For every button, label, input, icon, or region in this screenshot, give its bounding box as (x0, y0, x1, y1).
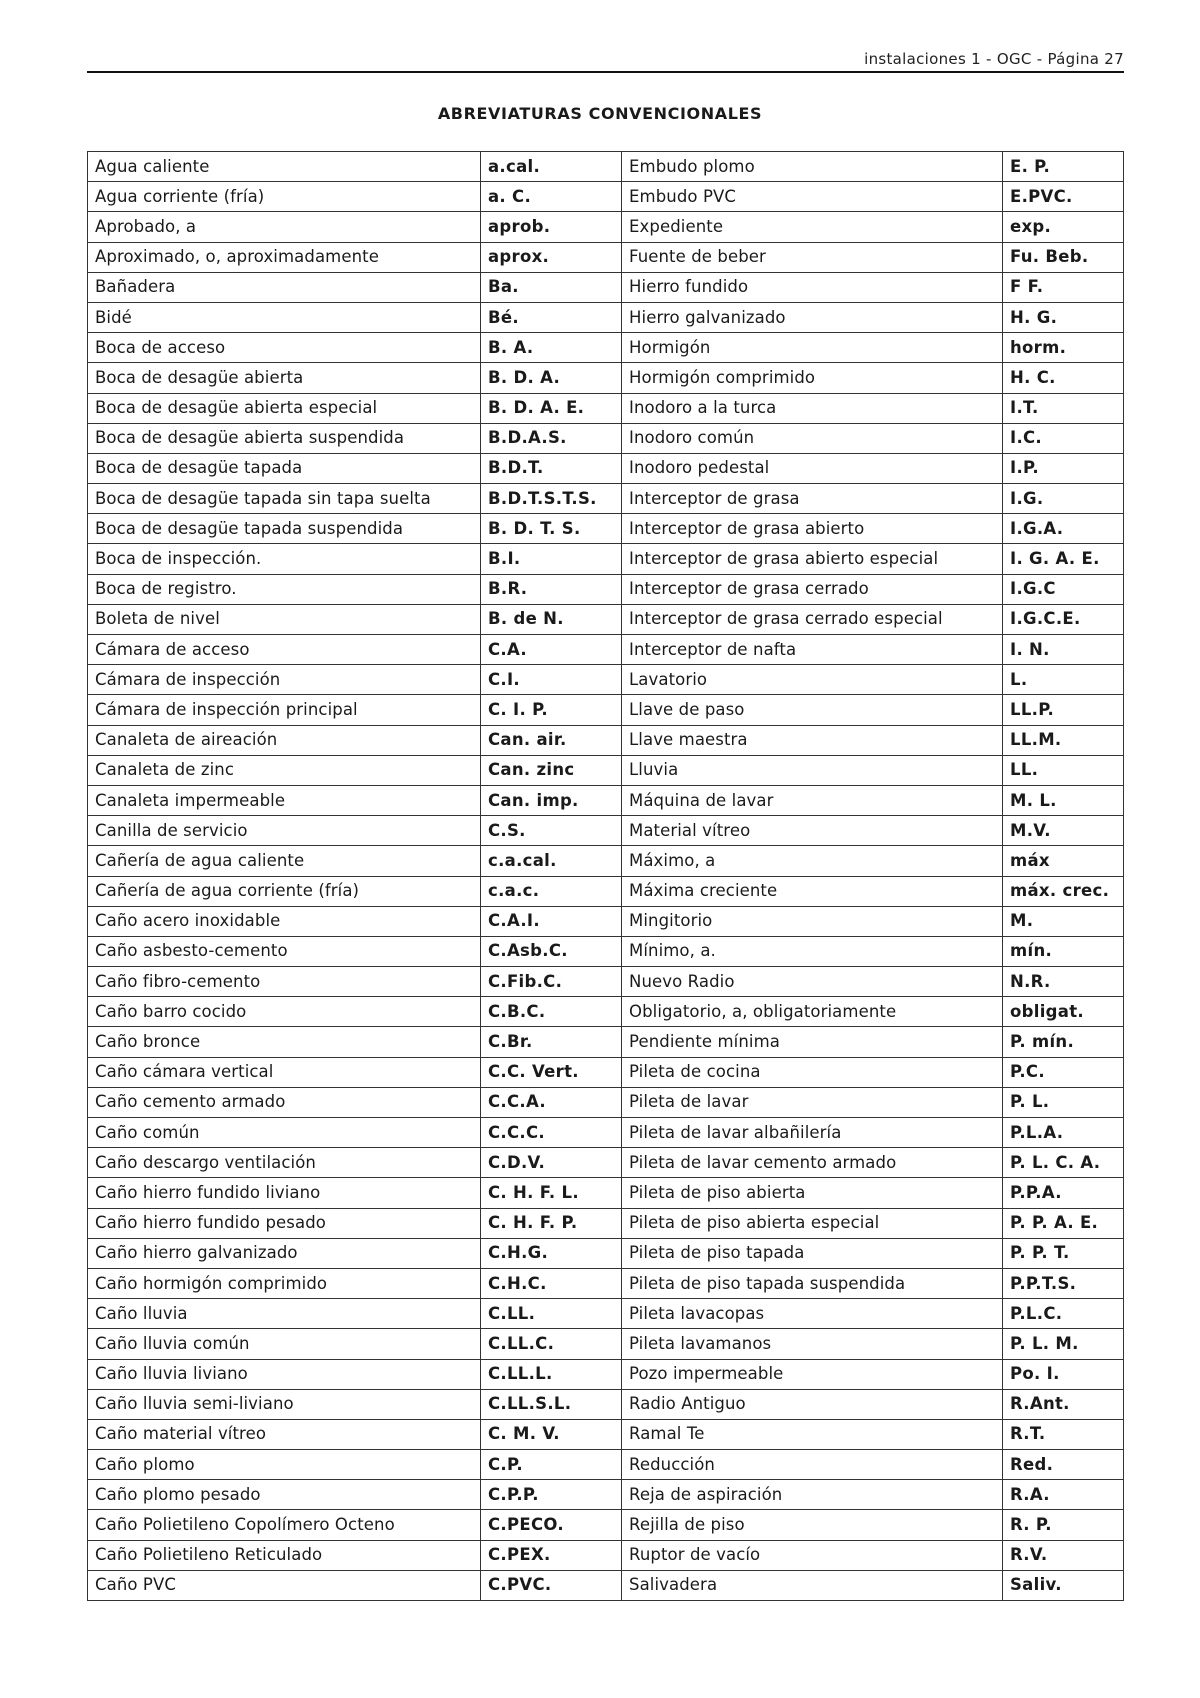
abbreviation-cell: C.P.P. (481, 1480, 622, 1510)
abbreviation-cell: C.A.I. (481, 906, 622, 936)
term-cell: Ramal Te (622, 1419, 1003, 1449)
term-cell: Caño Polietileno Reticulado (88, 1540, 481, 1570)
term-cell: Reducción (622, 1450, 1003, 1480)
term-cell: Canaleta de aireación (88, 725, 481, 755)
term-cell: Máximo, a (622, 846, 1003, 876)
abbreviation-cell: L. (1003, 665, 1124, 695)
abbreviation-cell: E. P. (1003, 152, 1124, 182)
abbreviation-cell: P.L.A. (1003, 1118, 1124, 1148)
table-row (88, 1570, 1124, 1600)
abbreviation-cell: C.LL. (481, 1299, 622, 1329)
term-cell: Pileta de lavar albañilería (622, 1118, 1003, 1148)
abbreviation-cell: I.G. (1003, 484, 1124, 514)
table-row (88, 1208, 1124, 1238)
abbreviation-cell: P. L. C. A. (1003, 1148, 1124, 1178)
abbreviation-cell: C. M. V. (481, 1419, 622, 1449)
term-cell: Boca de desagüe abierta especial (88, 393, 481, 423)
term-cell: Interceptor de grasa cerrado (622, 574, 1003, 604)
term-cell: Boca de acceso (88, 333, 481, 363)
abbreviation-cell: H. G. (1003, 302, 1124, 332)
term-cell: Ruptor de vacío (622, 1540, 1003, 1570)
table-row (88, 1299, 1124, 1329)
term-cell: Caño asbesto-cemento (88, 936, 481, 966)
abbreviation-cell: LL.M. (1003, 725, 1124, 755)
abbreviation-cell: C.H.C. (481, 1268, 622, 1298)
term-cell: Caño hierro fundido pesado (88, 1208, 481, 1238)
abbreviation-cell: C.S. (481, 816, 622, 846)
term-cell: Boca de inspección. (88, 544, 481, 574)
abbreviation-cell: Red. (1003, 1450, 1124, 1480)
term-cell: Caño hierro fundido liviano (88, 1178, 481, 1208)
term-cell: Caño plomo (88, 1450, 481, 1480)
term-cell: Boca de desagüe abierta suspendida (88, 423, 481, 453)
table-row (88, 574, 1124, 604)
abbreviation-cell: C. I. P. (481, 695, 622, 725)
abbreviation-cell: P. L. (1003, 1087, 1124, 1117)
table-row (88, 544, 1124, 574)
abbreviation-cell: aprob. (481, 212, 622, 242)
table-row (88, 1087, 1124, 1117)
term-cell: Hierro galvanizado (622, 302, 1003, 332)
abbreviation-cell: a.cal. (481, 152, 622, 182)
table-row (88, 484, 1124, 514)
abbreviation-cell: R.A. (1003, 1480, 1124, 1510)
abbreviation-cell: P.C. (1003, 1057, 1124, 1087)
table-row (88, 1540, 1124, 1570)
term-cell: Interceptor de grasa abierto (622, 514, 1003, 544)
abbreviation-cell: C.Br. (481, 1027, 622, 1057)
term-cell: Caño lluvia (88, 1299, 481, 1329)
abbreviation-cell: C.LL.S.L. (481, 1389, 622, 1419)
abbreviation-cell: C.A. (481, 635, 622, 665)
abbreviation-cell: horm. (1003, 333, 1124, 363)
abbreviation-cell: M. (1003, 906, 1124, 936)
abbreviation-cell: B.D.T. (481, 453, 622, 483)
abbreviation-cell: I. G. A. E. (1003, 544, 1124, 574)
term-cell: Interceptor de grasa cerrado especial (622, 604, 1003, 634)
term-cell: Caño plomo pesado (88, 1480, 481, 1510)
term-cell: Pileta de cocina (622, 1057, 1003, 1087)
term-cell: Boleta de nivel (88, 604, 481, 634)
abbreviation-cell: I.P. (1003, 453, 1124, 483)
term-cell: Caño lluvia semi-liviano (88, 1389, 481, 1419)
abbreviation-cell: C.C. Vert. (481, 1057, 622, 1087)
term-cell: Caño acero inoxidable (88, 906, 481, 936)
abbreviation-cell: H. C. (1003, 363, 1124, 393)
term-cell: Aproximado, o, aproximadamente (88, 242, 481, 272)
term-cell: Hormigón (622, 333, 1003, 363)
abbreviation-cell: B.R. (481, 574, 622, 604)
abbreviation-cell: LL.P. (1003, 695, 1124, 725)
term-cell: Boca de desagüe tapada suspendida (88, 514, 481, 544)
abbreviation-cell: R. P. (1003, 1510, 1124, 1540)
abbreviation-cell: P. mín. (1003, 1027, 1124, 1057)
table-row (88, 152, 1124, 182)
abbreviation-cell: C.C.C. (481, 1118, 622, 1148)
term-cell: Fuente de beber (622, 242, 1003, 272)
table-row (88, 212, 1124, 242)
abbreviation-cell: I.G.C (1003, 574, 1124, 604)
abbreviation-cell: B. A. (481, 333, 622, 363)
abbreviation-cell: C.PEX. (481, 1540, 622, 1570)
abbreviation-cell: C.PECO. (481, 1510, 622, 1540)
term-cell: Pileta de piso tapada suspendida (622, 1268, 1003, 1298)
term-cell: Agua corriente (fría) (88, 182, 481, 212)
term-cell: Caño bronce (88, 1027, 481, 1057)
abbreviation-cell: P.L.C. (1003, 1299, 1124, 1329)
abbreviation-cell: a. C. (481, 182, 622, 212)
table-row (88, 816, 1124, 846)
page-header: instalaciones 1 - OGC - Página 27 (864, 50, 1124, 68)
term-cell: Interceptor de grasa (622, 484, 1003, 514)
term-cell: Boca de desagüe abierta (88, 363, 481, 393)
abbreviation-cell: E.PVC. (1003, 182, 1124, 212)
table-row (88, 363, 1124, 393)
term-cell: Máxima creciente (622, 876, 1003, 906)
abbreviation-cell: C.P. (481, 1450, 622, 1480)
abbreviation-cell: M.V. (1003, 816, 1124, 846)
table-row (88, 604, 1124, 634)
term-cell: Pileta lavamanos (622, 1329, 1003, 1359)
table-row (88, 785, 1124, 815)
table-row (88, 665, 1124, 695)
abbreviation-cell: C.H.G. (481, 1238, 622, 1268)
table-row (88, 635, 1124, 665)
table-row (88, 997, 1124, 1027)
table-row (88, 1238, 1124, 1268)
abbreviation-cell: máx. crec. (1003, 876, 1124, 906)
term-cell: Cañería de agua corriente (fría) (88, 876, 481, 906)
abbreviation-cell: B.D.A.S. (481, 423, 622, 453)
abbreviation-cell: obligat. (1003, 997, 1124, 1027)
abbreviation-cell: I. N. (1003, 635, 1124, 665)
abbreviation-cell: R.V. (1003, 1540, 1124, 1570)
page-title: ABREVIATURAS CONVENCIONALES (437, 104, 763, 123)
term-cell: Obligatorio, a, obligatoriamente (622, 997, 1003, 1027)
abbreviation-cell: Fu. Beb. (1003, 242, 1124, 272)
term-cell: Cámara de acceso (88, 635, 481, 665)
abbreviation-cell: mín. (1003, 936, 1124, 966)
abbreviations-table (87, 151, 1124, 1601)
abbreviation-cell: P. L. M. (1003, 1329, 1124, 1359)
table-row (88, 1178, 1124, 1208)
table-row (88, 755, 1124, 785)
term-cell: Interceptor de grasa abierto especial (622, 544, 1003, 574)
term-cell: Lluvia (622, 755, 1003, 785)
abbreviation-cell: P.P.A. (1003, 1178, 1124, 1208)
term-cell: Boca de desagüe tapada sin tapa suelta (88, 484, 481, 514)
table-row (88, 1268, 1124, 1298)
term-cell: Pileta de piso tapada (622, 1238, 1003, 1268)
abbreviation-cell: C.I. (481, 665, 622, 695)
table-row (88, 1027, 1124, 1057)
term-cell: Caño hormigón comprimido (88, 1268, 481, 1298)
table-row (88, 1148, 1124, 1178)
table-row (88, 967, 1124, 997)
table-row (88, 1450, 1124, 1480)
term-cell: Agua caliente (88, 152, 481, 182)
term-cell: Inodoro a la turca (622, 393, 1003, 423)
term-cell: Canaleta impermeable (88, 785, 481, 815)
term-cell: Pileta lavacopas (622, 1299, 1003, 1329)
term-cell: Caño barro cocido (88, 997, 481, 1027)
term-cell: Rejilla de piso (622, 1510, 1003, 1540)
abbreviation-cell: Po. I. (1003, 1359, 1124, 1389)
abbreviation-cell: C. H. F. L. (481, 1178, 622, 1208)
term-cell: Pileta de lavar cemento armado (622, 1148, 1003, 1178)
table-row (88, 1389, 1124, 1419)
term-cell: Inodoro pedestal (622, 453, 1003, 483)
term-cell: Caño lluvia común (88, 1329, 481, 1359)
term-cell: Radio Antiguo (622, 1389, 1003, 1419)
table-row (88, 936, 1124, 966)
abbreviation-cell: Ba. (481, 272, 622, 302)
table-row (88, 695, 1124, 725)
term-cell: Boca de desagüe tapada (88, 453, 481, 483)
term-cell: Caño cemento armado (88, 1087, 481, 1117)
abbreviation-cell: P.P.T.S. (1003, 1268, 1124, 1298)
abbreviation-cell: C.LL.L. (481, 1359, 622, 1389)
abbreviation-cell: F F. (1003, 272, 1124, 302)
term-cell: Nuevo Radio (622, 967, 1003, 997)
term-cell: Pendiente mínima (622, 1027, 1003, 1057)
table-row (88, 725, 1124, 755)
table-row (88, 1480, 1124, 1510)
table-row (88, 302, 1124, 332)
term-cell: Cámara de inspección (88, 665, 481, 695)
term-cell: Bañadera (88, 272, 481, 302)
table-row (88, 423, 1124, 453)
abbreviation-cell: C.Fib.C. (481, 967, 622, 997)
table-row (88, 514, 1124, 544)
abbreviation-cell: P. P. A. E. (1003, 1208, 1124, 1238)
term-cell: Boca de registro. (88, 574, 481, 604)
abbreviation-cell: B. D. T. S. (481, 514, 622, 544)
abbreviation-cell: Can. imp. (481, 785, 622, 815)
term-cell: Hierro fundido (622, 272, 1003, 302)
term-cell: Llave maestra (622, 725, 1003, 755)
abbreviation-cell: Bé. (481, 302, 622, 332)
table-row (88, 1419, 1124, 1449)
term-cell: Caño cámara vertical (88, 1057, 481, 1087)
table-row (88, 272, 1124, 302)
term-cell: Inodoro común (622, 423, 1003, 453)
abbreviation-cell: exp. (1003, 212, 1124, 242)
term-cell: Llave de paso (622, 695, 1003, 725)
table-row (88, 453, 1124, 483)
term-cell: Caño fibro-cemento (88, 967, 481, 997)
abbreviation-cell: B. de N. (481, 604, 622, 634)
term-cell: Caño común (88, 1118, 481, 1148)
term-cell: Pileta de piso abierta (622, 1178, 1003, 1208)
abbreviation-cell: C.PVC. (481, 1570, 622, 1600)
table-row (88, 1510, 1124, 1540)
abbreviation-cell: R.Ant. (1003, 1389, 1124, 1419)
table-row (88, 393, 1124, 423)
term-cell: Caño Polietileno Copolímero Octeno (88, 1510, 481, 1540)
abbreviation-cell: C.D.V. (481, 1148, 622, 1178)
term-cell: Embudo plomo (622, 152, 1003, 182)
abbreviation-cell: C.C.A. (481, 1087, 622, 1117)
abbreviation-cell: Can. zinc (481, 755, 622, 785)
term-cell: Material vítreo (622, 816, 1003, 846)
table-row (88, 182, 1124, 212)
abbreviation-cell: R.T. (1003, 1419, 1124, 1449)
abbreviation-cell: LL. (1003, 755, 1124, 785)
abbreviation-cell: B.D.T.S.T.S. (481, 484, 622, 514)
term-cell: Máquina de lavar (622, 785, 1003, 815)
abbreviations-table-body (88, 152, 1124, 1601)
term-cell: Expediente (622, 212, 1003, 242)
term-cell: Lavatorio (622, 665, 1003, 695)
term-cell: Caño material vítreo (88, 1419, 481, 1449)
abbreviation-cell: Can. air. (481, 725, 622, 755)
abbreviation-cell: c.a.c. (481, 876, 622, 906)
term-cell: Caño PVC (88, 1570, 481, 1600)
table-row (88, 333, 1124, 363)
term-cell: Salivadera (622, 1570, 1003, 1600)
abbreviation-cell: aprox. (481, 242, 622, 272)
abbreviation-cell: Saliv. (1003, 1570, 1124, 1600)
abbreviation-cell: I.C. (1003, 423, 1124, 453)
abbreviation-cell: c.a.cal. (481, 846, 622, 876)
term-cell: Reja de aspiración (622, 1480, 1003, 1510)
term-cell: Cañería de agua caliente (88, 846, 481, 876)
term-cell: Mínimo, a. (622, 936, 1003, 966)
table-row (88, 1057, 1124, 1087)
term-cell: Caño hierro galvanizado (88, 1238, 481, 1268)
table-row (88, 1329, 1124, 1359)
abbreviation-cell: I.T. (1003, 393, 1124, 423)
term-cell: Bidé (88, 302, 481, 332)
abbreviation-cell: I.G.C.E. (1003, 604, 1124, 634)
abbreviation-cell: B. D. A. E. (481, 393, 622, 423)
term-cell: Canilla de servicio (88, 816, 481, 846)
term-cell: Pileta de piso abierta especial (622, 1208, 1003, 1238)
term-cell: Pileta de lavar (622, 1087, 1003, 1117)
abbreviation-cell: B. D. A. (481, 363, 622, 393)
term-cell: Caño descargo ventilación (88, 1148, 481, 1178)
abbreviation-cell: M. L. (1003, 785, 1124, 815)
abbreviation-cell: N.R. (1003, 967, 1124, 997)
abbreviation-cell: C.LL.C. (481, 1329, 622, 1359)
table-row (88, 846, 1124, 876)
abbreviation-cell: C.B.C. (481, 997, 622, 1027)
abbreviation-cell: I.G.A. (1003, 514, 1124, 544)
abbreviation-cell: B.I. (481, 544, 622, 574)
abbreviation-cell: máx (1003, 846, 1124, 876)
abbreviation-cell: C.Asb.C. (481, 936, 622, 966)
term-cell: Canaleta de zinc (88, 755, 481, 785)
table-row (88, 1118, 1124, 1148)
term-cell: Cámara de inspección principal (88, 695, 481, 725)
term-cell: Embudo PVC (622, 182, 1003, 212)
abbreviation-cell: P. P. T. (1003, 1238, 1124, 1268)
header-rule (87, 71, 1124, 73)
table-row (88, 242, 1124, 272)
term-cell: Aprobado, a (88, 212, 481, 242)
term-cell: Interceptor de nafta (622, 635, 1003, 665)
table-row (88, 906, 1124, 936)
table-row (88, 876, 1124, 906)
term-cell: Hormigón comprimido (622, 363, 1003, 393)
term-cell: Pozo impermeable (622, 1359, 1003, 1389)
abbreviation-cell: C. H. F. P. (481, 1208, 622, 1238)
term-cell: Mingitorio (622, 906, 1003, 936)
table-row (88, 1359, 1124, 1389)
term-cell: Caño lluvia liviano (88, 1359, 481, 1389)
